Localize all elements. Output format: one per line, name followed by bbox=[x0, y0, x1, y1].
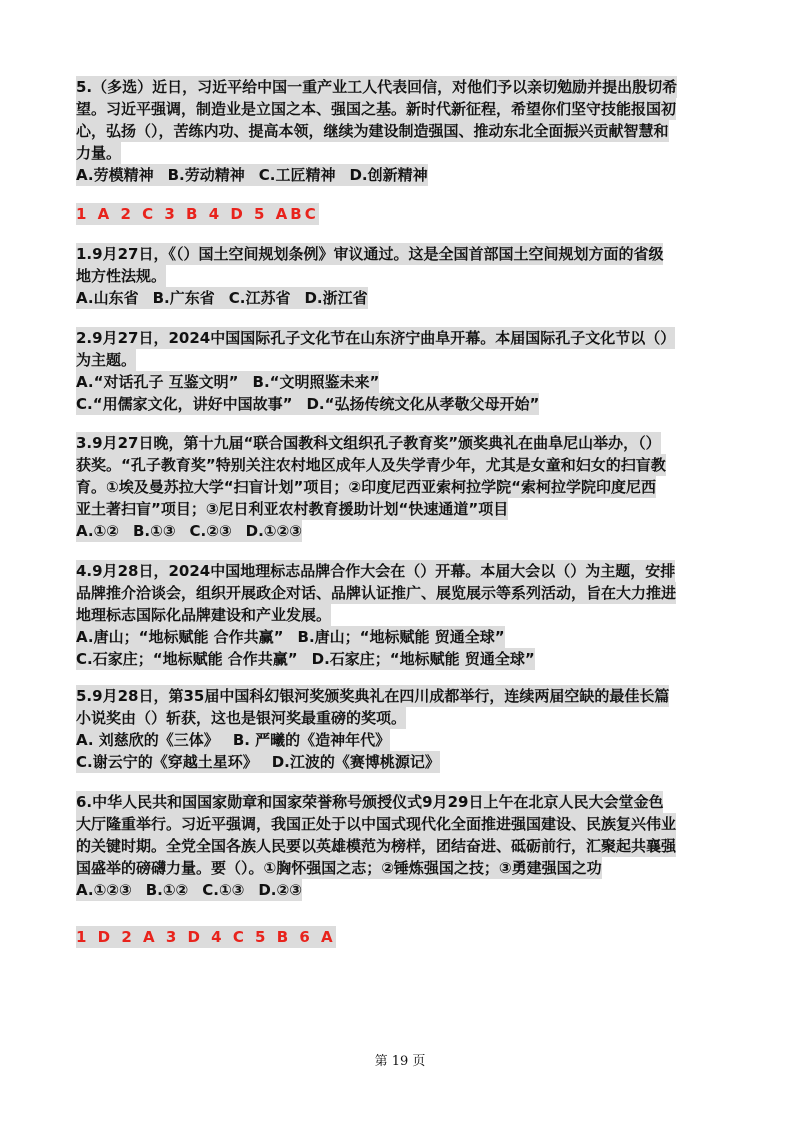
question-line: 亚土著扫盲”项目；③尼日利亚农村教育援助计划“快速通道”项目 bbox=[76, 500, 509, 518]
option-d: D.①②③ bbox=[245, 522, 302, 540]
options-row bbox=[76, 164, 428, 186]
option-b: B.①② bbox=[145, 881, 189, 899]
question-4 bbox=[76, 560, 728, 670]
question-line: 望。习近平强调，制造业是立国之本、强国之基。新时代新征程，希望你们坚守技能报国初 bbox=[76, 100, 677, 118]
option-d: D.江波的《赛博桃源记》 bbox=[271, 753, 440, 771]
option-d: D.浙江省 bbox=[304, 289, 368, 307]
question-line: 品牌推介洽谈会，组织开展政企对话、品牌认证推广、展览展示等系列活动，旨在大力推进 bbox=[76, 584, 677, 602]
question-line: 5.9月28日，第35届中国科幻银河奖颁奖典礼在四川成都举行，连续两届空缺的最佳长篇 bbox=[76, 687, 670, 705]
answer-key-2: 1 D 2 A 3 D 4 C 5 B 6 A bbox=[76, 928, 336, 946]
options-row bbox=[76, 287, 368, 309]
question-line: 育。①埃及曼苏拉大学“扫盲计划”项目；②印度尼西亚索柯拉学院“索柯拉学院印度尼西 bbox=[76, 478, 656, 496]
options-row bbox=[76, 520, 302, 542]
question-line: 国盛举的磅礴力量。要（）。①胸怀强国之志；②锤炼强国之技；③勇建强国之功 bbox=[76, 859, 602, 877]
question-line: 心，弘扬（），苦练内功、提高本领，继续为建设制造强国、推动东北全面振兴贡献智慧和 bbox=[76, 122, 669, 140]
question-line: 小说奖由（）斩获，这也是银河奖最重磅的奖项。 bbox=[76, 709, 407, 727]
options-row bbox=[76, 879, 302, 901]
question-5-multi bbox=[76, 76, 728, 186]
options-row bbox=[76, 393, 539, 415]
options-row bbox=[76, 626, 505, 648]
option-a: A.“对话孔子 互鉴文明” bbox=[76, 373, 239, 391]
question-3 bbox=[76, 432, 728, 542]
option-c: C.谢云宁的《穿越土星环》 bbox=[76, 753, 258, 771]
option-b: B.广东省 bbox=[152, 289, 215, 307]
option-a: A.劳模精神 bbox=[76, 166, 154, 184]
option-b: B.①③ bbox=[133, 522, 176, 540]
option-a: A.唐山；“地标赋能 合作共赢” bbox=[76, 628, 284, 646]
option-a: A.①② bbox=[76, 522, 119, 540]
question-2 bbox=[76, 327, 728, 415]
option-d: D.石家庄；“地标赋能 贸通全球” bbox=[311, 650, 535, 668]
option-c: C.“用儒家文化，讲好中国故事” bbox=[76, 395, 293, 413]
option-d: D.创新精神 bbox=[349, 166, 428, 184]
option-a: A. 刘慈欣的《三体》 bbox=[76, 731, 219, 749]
option-c: C.江苏省 bbox=[228, 289, 291, 307]
options-row bbox=[76, 751, 440, 773]
question-6 bbox=[76, 791, 728, 901]
option-b: B.劳动精神 bbox=[167, 166, 245, 184]
question-line: 4.9月28日，2024中国地理标志品牌合作大会在（）开幕。本届大会以（）为主题，安排 bbox=[76, 562, 676, 580]
option-b: B.“文明照鉴未来” bbox=[252, 373, 380, 391]
question-line: 获奖。“孔子教育奖”特别关注农村地区成年人及失学青少年，尤其是女童和妇女的扫盲教 bbox=[76, 456, 666, 474]
question-line: 1.9月27日，《（）国土空间规划条例》审议通过。这是全国首部国土空间规划方面的省级 bbox=[76, 245, 664, 263]
question-5 bbox=[76, 685, 728, 773]
option-c: C.工匠精神 bbox=[258, 166, 336, 184]
option-d: D.②③ bbox=[258, 881, 302, 899]
option-b: B.唐山；“地标赋能 贸通全球” bbox=[297, 628, 505, 646]
answer-key-1: 1 A 2 C 3 B 4 D 5 ABC bbox=[76, 205, 319, 223]
question-line: 的关键时期。全党全国各族人民要以英雄模范为榜样，团结奋进、砥砺前行，汇聚起共襄强 bbox=[76, 837, 677, 855]
question-line: 2.9月27日，2024中国国际孔子文化节在山东济宁曲阜开幕。本届国际孔子文化节以（） bbox=[76, 329, 676, 347]
option-a: A.山东省 bbox=[76, 289, 139, 307]
option-b: B. 严曦的《造神年代》 bbox=[232, 731, 391, 749]
question-line: 地理标志国际化品牌建设和产业发展。 bbox=[76, 606, 332, 624]
options-row bbox=[76, 648, 535, 670]
question-line: 大厅隆重举行。习近平强调，我国正处于以中国式现代化全面推进强国建设、民族复兴伟业 bbox=[76, 815, 677, 833]
question-line: 3.9月27日晚，第十九届“联合国教科文组织孔子教育奖”颁奖典礼在曲阜尼山举办，（） bbox=[76, 434, 661, 452]
question-line: 5.（多选）近日，习近平给中国一重产业工人代表回信，对他们予以亲切勉励并提出殷切希 bbox=[76, 78, 678, 96]
question-line: 6.中华人民共和国国家勋章和国家荣誉称号颁授仪式9月29日上午在北京人民大会堂金色 bbox=[76, 793, 664, 811]
page-number: 第 19 页 bbox=[374, 1054, 426, 1069]
option-a: A.①②③ bbox=[76, 881, 132, 899]
options-row bbox=[76, 371, 379, 393]
option-d: D.“弘扬传统文化从孝敬父母开始” bbox=[306, 395, 540, 413]
options-row bbox=[76, 729, 390, 751]
question-line: 为主题。 bbox=[76, 351, 137, 369]
option-c: C.②③ bbox=[189, 522, 232, 540]
option-c: C.石家庄；“地标赋能 合作共赢” bbox=[76, 650, 298, 668]
question-line: 力量。 bbox=[76, 144, 122, 162]
question-line: 地方性法规。 bbox=[76, 267, 167, 285]
question-1 bbox=[76, 243, 728, 309]
option-c: C.①③ bbox=[202, 881, 245, 899]
